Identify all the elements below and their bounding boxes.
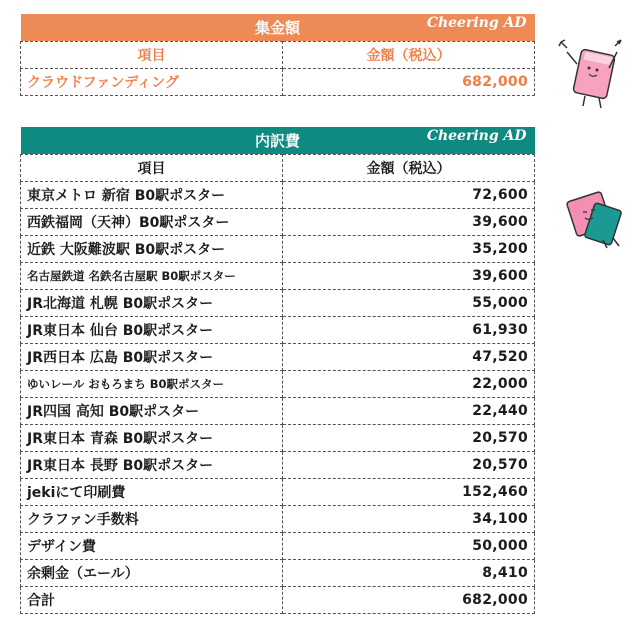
breakdown-row-value: 39,600	[283, 209, 535, 236]
breakdown-row	[21, 506, 535, 533]
breakdown-row	[21, 182, 535, 209]
funding-row-value: 682,000	[283, 69, 535, 96]
breakdown-row-label: クラファン手数料	[21, 506, 283, 533]
breakdown-row-value: 20,570	[283, 452, 535, 479]
breakdown-col-item: 項目	[21, 155, 283, 182]
breakdown-row-label: デザイン費	[21, 533, 283, 560]
mascot-cheering-icon	[557, 38, 627, 110]
funding-header-row	[21, 14, 535, 42]
breakdown-row	[21, 587, 535, 614]
breakdown-row	[21, 344, 535, 371]
breakdown-row-value: 50,000	[283, 533, 535, 560]
mascot-relaxing-icon	[563, 188, 629, 250]
breakdown-row	[21, 425, 535, 452]
breakdown-column-header-row	[21, 155, 535, 182]
breakdown-row-label: 東京メトロ 新宿 B0駅ポスター	[21, 182, 283, 209]
funding-column-header-row	[21, 42, 535, 69]
breakdown-row-value: 34,100	[283, 506, 535, 533]
breakdown-row-value: 39,600	[283, 263, 535, 290]
breakdown-row-label: 名古屋鉄道 名鉄名古屋駅 B0駅ポスター	[21, 263, 283, 290]
breakdown-row	[21, 290, 535, 317]
cheering-ad-logo	[427, 16, 527, 30]
logo-text: Cheering AD	[426, 128, 527, 144]
breakdown-row-value: 22,440	[283, 398, 535, 425]
breakdown-row-value: 61,930	[283, 317, 535, 344]
funding-title: 集金額	[255, 19, 301, 37]
breakdown-row-value: 55,000	[283, 290, 535, 317]
breakdown-title: 内訳費	[255, 132, 301, 150]
breakdown-table	[20, 127, 535, 614]
breakdown-row	[21, 317, 535, 344]
breakdown-row-label: ゆいレール おもろまち B0駅ポスター	[21, 371, 283, 398]
breakdown-row-label: 余剰金（エール）	[21, 560, 283, 587]
breakdown-row-label: 近鉄 大阪難波駅 B0駅ポスター	[21, 236, 283, 263]
breakdown-row	[21, 398, 535, 425]
breakdown-row-value: 152,460	[283, 479, 535, 506]
breakdown-row-label: jekiにて印刷費	[21, 479, 283, 506]
funding-row	[21, 69, 535, 96]
breakdown-row-value: 22,000	[283, 371, 535, 398]
breakdown-row	[21, 560, 535, 587]
breakdown-row-value: 35,200	[283, 236, 535, 263]
logo-text: Cheering AD	[426, 15, 527, 31]
breakdown-col-amount: 金額（税込）	[283, 155, 535, 182]
funding-table	[20, 14, 535, 96]
breakdown-row-value: 20,570	[283, 425, 535, 452]
funding-col-item: 項目	[21, 42, 283, 69]
breakdown-row	[21, 479, 535, 506]
breakdown-row-value: 8,410	[283, 560, 535, 587]
funding-col-amount: 金額（税込）	[283, 42, 535, 69]
breakdown-row	[21, 371, 535, 398]
breakdown-row-value: 47,520	[283, 344, 535, 371]
breakdown-row	[21, 236, 535, 263]
breakdown-row-label: 合計	[21, 587, 283, 614]
breakdown-row	[21, 209, 535, 236]
breakdown-row	[21, 263, 535, 290]
breakdown-row-label: JR東日本 長野 B0駅ポスター	[21, 452, 283, 479]
breakdown-row-value: 682,000	[283, 587, 535, 614]
breakdown-row-label: JR西日本 広島 B0駅ポスター	[21, 344, 283, 371]
breakdown-row	[21, 452, 535, 479]
breakdown-row-value: 72,600	[283, 182, 535, 209]
breakdown-row-label: JR東日本 青森 B0駅ポスター	[21, 425, 283, 452]
breakdown-header-row	[21, 127, 535, 155]
funding-row-label: クラウドファンディング	[21, 69, 283, 96]
breakdown-row-label: 西鉄福岡（天神）B0駅ポスター	[21, 209, 283, 236]
breakdown-row-label: JR北海道 札幌 B0駅ポスター	[21, 290, 283, 317]
breakdown-row-label: JR四国 高知 B0駅ポスター	[21, 398, 283, 425]
cheering-ad-logo	[427, 129, 527, 143]
breakdown-row-label: JR東日本 仙台 B0駅ポスター	[21, 317, 283, 344]
breakdown-row	[21, 533, 535, 560]
